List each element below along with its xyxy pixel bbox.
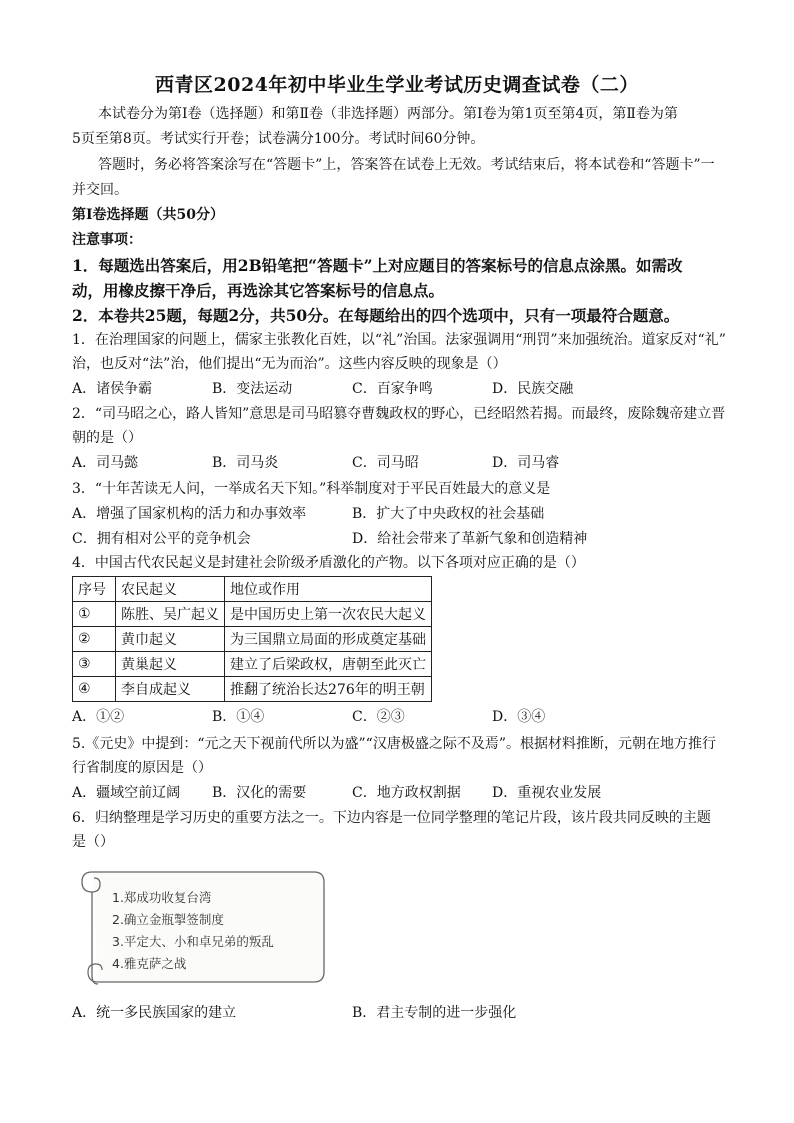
option-c[interactable]: C．地方政权割据 bbox=[352, 785, 461, 801]
option-a[interactable]: A．疆域空前辽阔 bbox=[72, 785, 181, 801]
question-5-text: 行省制度的原因是（） bbox=[72, 760, 212, 776]
table-cell: 陈胜、吴广起义 bbox=[116, 602, 225, 627]
table-row bbox=[73, 652, 432, 677]
option-b[interactable]: B．司马炎 bbox=[212, 455, 279, 471]
question-3-text: 3．“十年苦读无人问，一举成名天下知。”科举制度对于平民百姓最大的意义是 bbox=[72, 481, 551, 497]
table-cell: 推翻了统治长达276年的明王朝 bbox=[225, 677, 432, 702]
option-d[interactable]: D．③④ bbox=[492, 709, 546, 725]
intro-line: 答题时，务必将答案涂写在“答题卡”上，答案答在试卷上无效。考试结束后，将本试卷和“答题卡”一 bbox=[98, 157, 715, 173]
table-cell: 黄巢起义 bbox=[116, 652, 225, 677]
question-2-text: 2．“司马昭之心，路人皆知”意思是司马昭篡夺曹魏政权的野心，已经昭然若揭。而最终，废除魏帝建立晋 bbox=[72, 406, 726, 422]
table-row bbox=[73, 602, 432, 627]
question-5-options bbox=[72, 783, 732, 803]
page-title: 西青区2024年初中毕业生学业考试历史调查试卷（二） bbox=[155, 74, 639, 96]
option-a[interactable]: A．司马懿 bbox=[72, 455, 139, 471]
option-c[interactable]: C．拥有相对公平的竞争机会 bbox=[72, 531, 251, 547]
intro-line: 本试卷分为第Ⅰ卷（选择题）和第Ⅱ卷（非选择题）两部分。第Ⅰ卷为第1页至第4页，第Ⅱ卷为第 bbox=[98, 106, 678, 122]
question-1-options bbox=[72, 379, 732, 399]
table-cell: 为三国鼎立局面的形成奠定基础 bbox=[225, 627, 432, 652]
option-b[interactable]: B．君主专制的进一步强化 bbox=[352, 1005, 517, 1021]
option-a[interactable]: A．增强了国家机构的活力和办事效率 bbox=[72, 506, 307, 522]
option-c[interactable]: C．②③ bbox=[352, 709, 405, 725]
option-d[interactable]: D．重视农业发展 bbox=[492, 785, 602, 801]
table-row bbox=[73, 627, 432, 652]
question-6-text: 6．归纳整理是学习历史的重要方法之一。下边内容是一位同学整理的笔记片段，该片段共同反映的主题 bbox=[72, 810, 711, 826]
table-cell: ① bbox=[73, 602, 116, 627]
table-header-cell: 序号 bbox=[73, 577, 116, 602]
option-b[interactable]: B．扩大了中央政权的社会基础 bbox=[352, 506, 545, 522]
question-1-text: 1．在治理国家的问题上，儒家主张教化百姓，以“礼”治国。法家强调用“刑罚”来加强统治。道家反对“礼” bbox=[72, 332, 726, 348]
table-row bbox=[73, 677, 432, 702]
note-line: 1．每题选出答案后，用2B铅笔把“答题卡”上对应题目的答案标号的信息点涂黑。如需改 bbox=[72, 256, 683, 275]
note-line: 2．本卷共25题，每题2分，共50分。在每题给出的四个选项中，只有一项最符合题意。 bbox=[72, 306, 680, 325]
question-5-text: 5.《元史》中提到：“元之天下视前代所以为盛”“汉唐极盛之际不及焉”。根据材料推断，元朝在地方推行 bbox=[72, 736, 716, 752]
intro-line: 并交回。 bbox=[72, 182, 128, 198]
table-cell: 建立了后梁政权，唐朝至此灭亡 bbox=[225, 652, 432, 677]
question-1-text: 治，也反对“法”治，他们提出“无为而治”。这些内容反映的现象是（） bbox=[72, 356, 507, 372]
intro-line: 5页至第8页。考试实行开卷；试卷满分100分。考试时间60分钟。 bbox=[72, 131, 485, 147]
question-6-text: 是（） bbox=[72, 834, 114, 850]
table-header-cell: 地位或作用 bbox=[225, 577, 432, 602]
table-cell: 黄巾起义 bbox=[116, 627, 225, 652]
question-6-options bbox=[72, 1003, 732, 1023]
table-cell: ④ bbox=[73, 677, 116, 702]
question-4-options bbox=[72, 707, 732, 727]
option-d[interactable]: D．给社会带来了革新气象和创造精神 bbox=[352, 531, 588, 547]
question-2-options bbox=[72, 453, 732, 473]
question-4-text: 4．中国古代农民起义是封建社会阶级矛盾激化的产物。以下各项对应正确的是（） bbox=[72, 555, 585, 571]
option-b[interactable]: B．①④ bbox=[212, 709, 265, 725]
question-3-options bbox=[72, 504, 732, 524]
option-a[interactable]: A．①② bbox=[72, 709, 125, 725]
option-c[interactable]: C．百家争鸣 bbox=[352, 381, 433, 397]
table-cell: ③ bbox=[73, 652, 116, 677]
option-d[interactable]: D．民族交融 bbox=[492, 381, 574, 397]
uprising-table bbox=[72, 576, 432, 702]
scroll-item: 2.确立金瓶掣签制度 bbox=[112, 912, 224, 927]
section-heading: 第Ⅰ卷选择题（共50分） bbox=[72, 207, 225, 223]
option-c[interactable]: C．司马昭 bbox=[352, 455, 419, 471]
note-line: 动，用橡皮擦干净后，再选涂其它答案标号的信息点。 bbox=[72, 281, 445, 300]
scroll-item: 4.雅克萨之战 bbox=[112, 956, 187, 971]
table-header-cell: 农民起义 bbox=[116, 577, 225, 602]
option-a[interactable]: A．诸侯争霸 bbox=[72, 381, 153, 397]
option-d[interactable]: D．司马睿 bbox=[492, 455, 560, 471]
table-cell: ② bbox=[73, 627, 116, 652]
table-cell: 是中国历史上第一次农民大起义 bbox=[225, 602, 432, 627]
table-cell: 李自成起义 bbox=[116, 677, 225, 702]
option-b[interactable]: B．变法运动 bbox=[212, 381, 293, 397]
table-header-row bbox=[73, 577, 432, 602]
question-2-text: 朝的是（） bbox=[72, 430, 142, 446]
scroll-item: 3.平定大、小和卓兄弟的叛乱 bbox=[112, 934, 274, 949]
question-3-options bbox=[72, 529, 732, 549]
notes-label: 注意事项： bbox=[72, 232, 142, 248]
option-a[interactable]: A．统一多民族国家的建立 bbox=[72, 1005, 237, 1021]
option-b[interactable]: B．汉化的需要 bbox=[212, 785, 307, 801]
scroll-item: 1.郑成功收复台湾 bbox=[112, 890, 212, 905]
